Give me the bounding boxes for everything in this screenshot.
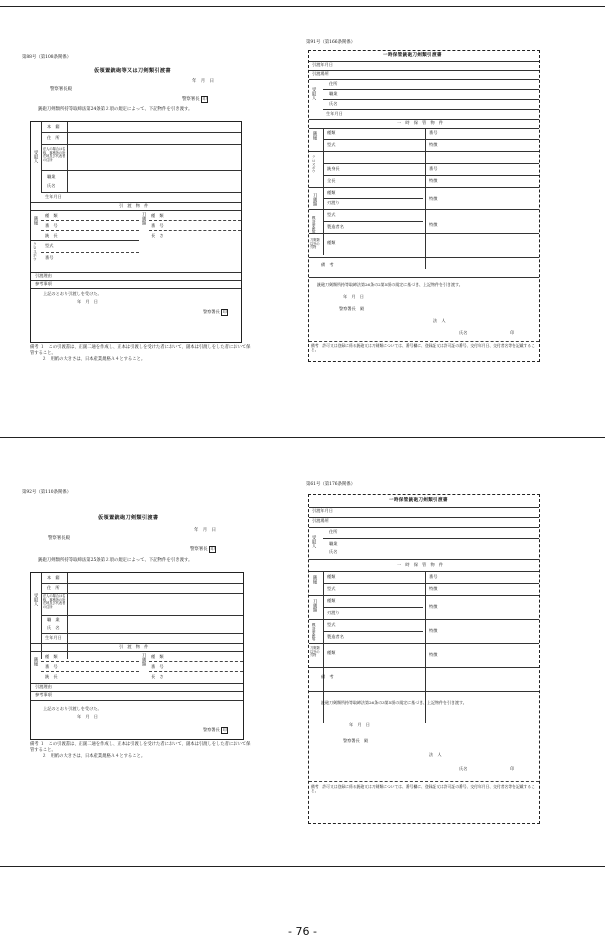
form-b-name-label: 氏名 [459,330,468,335]
form-d-title: 一時保管銃砲刀剣類引渡書 [389,498,448,503]
form-b-to: 警察署長 殿 [339,306,365,311]
form-c-reason: 引渡理由 [35,684,52,689]
form-b-statement: 銃砲刀剣類所持等取締法第26条の2第5項の規定に基づき、上記物件を引き渡す。 [317,282,463,287]
form-c [22,490,250,800]
form-d-cell-r2: 特徴 [429,604,438,609]
form-c-field-right-1: 番 号 [151,664,164,669]
form-a-field-right-0: 種 類 [151,213,164,218]
form-d-cell-r1: 特徴 [429,586,438,591]
form-a-notes [30,345,252,362]
form-b-date: 年 月 日 [343,294,364,299]
form-a-receipt-seal: 印 [222,309,227,314]
form-d-cell-l3: 刃渡り [327,610,340,615]
form-b-transfer-date: 引渡年月日 [312,62,333,67]
form-a-crossbow-number: 番号 [45,255,54,260]
form-d-seal: 印 [510,766,515,771]
form-c-date: 年 月 日 [194,528,216,533]
form-d-label-gun: 銃砲 [312,575,318,584]
form-a-receipt-from-label: 警察署長 [203,309,220,314]
form-d-cell-l1: 型式 [327,586,336,591]
form-b-cell-l6: 型式 [327,212,336,217]
form-c-field-left-1: 番 号 [45,664,58,669]
form-b-role: 法 人 [433,318,446,323]
form-b-cell-r3: 特徴 [429,178,438,183]
form-b-cell-l8: 種類 [327,240,336,245]
form-a-receipt-from [203,309,228,316]
form-c-row-birthdate: 生年月日 [45,635,62,640]
form-c-to: 警察署長殿 [48,536,70,541]
form-d-statement: 銃砲刀剣類所持等取締法第26条の3第5項の規定に基づき、上記物件を引き渡す。 [321,700,467,705]
form-d-table [308,494,540,824]
form-a-header: 第88号（第108条関係） [22,55,72,60]
form-d-cell-l0: 種類 [327,574,336,579]
form-a-date: 年 月 日 [192,79,214,84]
form-b-row-address: 住所 [329,81,338,86]
form-a-group-label: 受取人 [33,150,39,164]
form-a-statement: 銃砲刀剣類所持等取締法第24条第２項の規定によって、下記物件を引き渡す。 [38,107,193,112]
form-d-transfer-place: 引渡場所 [312,518,329,523]
form-b-cell-l1: 型式 [327,142,336,147]
form-a-row-name: 氏名 [47,183,56,188]
form-c-table [30,572,244,740]
form-a-note-label: 備考 [30,345,39,350]
form-b-cell-l7: 製造者名 [327,224,344,229]
form-a-table [30,121,242,343]
form-d-cell-r0: 番号 [429,574,438,579]
form-b-cell-l3: 全長 [327,178,336,183]
form-c-row-honseki: 本 籍 [47,575,60,580]
form-a-field-right-2: 長 さ [151,233,164,238]
form-c-note-2: ２ 用紙の大きさは、日本産業規格Ａ４とすること。 [42,753,146,759]
form-d-label-blades: 刀剣類以外の刃物 [310,646,320,658]
bottom-rule [0,866,605,867]
form-a-field-left-1: 番 号 [45,223,58,228]
form-b-cell-r4: 特徴 [429,196,438,201]
form-b-cell-r0: 番号 [429,130,438,135]
form-b-sign [459,331,514,336]
form-c-row-corporation: 法人の場合は名称、事務所の所在地及び代表者の住所 [43,594,66,610]
form-b-cell-l0: 種類 [327,130,336,135]
form-a-receipt-date: 年 月 日 [77,299,98,304]
middle-rule [0,437,605,438]
form-d-label-sword: 刀剣類 [312,599,318,613]
form-a-field-right-1: 番 号 [151,223,164,228]
form-b-row-occupation: 職業 [329,91,338,96]
form-a-to: 警察署長殿 [50,87,72,92]
form-a-section: 引 渡 物 件 [119,203,149,208]
form-d-role: 法 人 [429,752,442,757]
form-a-receipt: 上記のとおり引渡しを受けた。 [43,291,102,296]
form-d-to: 警察署長 殿 [343,738,369,743]
form-c-receipt-date: 年 月 日 [77,714,98,719]
form-d-section: 一 時 保 管 物 件 [397,562,444,567]
form-a-crossbow-type: 型式 [45,243,54,248]
form-b-cell-r5: 特徴 [429,222,438,227]
form-a-title: 仮領置銃砲等又は刀剣類引渡書 [94,68,171,74]
form-c-note-1: １ この引渡書は、正副二通を作成し、正本は引渡しを受けた者において、副本は引渡しをした者において保管すること。 [30,742,251,753]
form-b-row-name: 氏名 [329,101,338,106]
form-d-cell-l4: 型式 [327,622,336,627]
form-b-section: 一 時 保 管 物 件 [397,120,444,125]
form-b-cell-l4: 種類 [327,190,336,195]
page-number: - 76 - [288,925,317,938]
form-b-label-sword: 刀剣類 [312,193,318,207]
form-b-seal: 印 [510,330,515,335]
form-a-reason: 引渡理由 [35,273,52,278]
form-c-notes [30,742,252,759]
form-d-cell-l6: 種類 [327,650,336,655]
form-c-from-label: 警察署長 [190,547,208,552]
form-d-group: 受取人 [311,535,317,549]
form-d-row-name: 氏名 [329,549,338,554]
form-a-seal: 印 [202,96,207,101]
form-a-crossbow: クロスボウ [33,242,39,261]
form-c-weapon-right: 刀剣類 [141,653,147,667]
form-c-section: 引 渡 物 件 [119,644,149,649]
form-d-label-replica: 模造拳銃等 [312,623,317,641]
form-d-row-occupation: 職業 [329,541,338,546]
form-c-row-address: 住 所 [47,585,60,590]
form-d-date: 年 月 日 [349,722,370,727]
form-c-from [190,546,216,553]
form-d-row-address: 住所 [329,529,338,534]
form-b-cell-l2: 銃身長 [327,166,340,171]
form-b [304,40,544,370]
form-d-cell-l5: 製造者名 [327,634,344,639]
form-c-field-right-2: 長 さ [151,674,164,679]
form-d-name-label: 氏名 [459,766,468,771]
form-c-receipt-from [203,727,228,734]
form-b-title: 一時保管銃砲刀剣類引渡書 [383,53,442,58]
form-a-note-2: ２ 用紙の大きさは、日本産業規格Ａ４とすること。 [42,356,146,362]
form-a-reference: 参考事項 [35,281,52,286]
form-d-header: 第61号（第176条関係） [306,482,356,487]
form-c-group-label: 受取人 [33,593,39,607]
form-c-row-name: 氏 名 [47,625,60,630]
form-c-receipt-from-label: 警察署長 [203,727,220,732]
form-a-field-left-2: 銃 長 [45,233,58,238]
form-b-label-blades: 刀剣類以外の刃物 [310,238,320,250]
form-c-field-left-2: 銃 長 [45,674,58,679]
form-a-row-address: 住 所 [47,135,60,140]
form-d-cell-r4: 特徴 [429,652,438,657]
form-d [304,482,544,827]
form-d-transfer-date: 引渡年月日 [312,508,333,513]
form-b-transfer-place: 引渡場所 [312,71,329,76]
form-c-title: 仮領置銃砲刀剣類引渡書 [98,515,159,521]
form-b-cell-r2: 番号 [429,166,438,171]
form-b-label-replica: 模造拳銃等 [312,216,317,234]
form-d-cell-r3: 特徴 [429,628,438,633]
form-b-row-birthdate: 生年月日 [326,111,343,116]
form-b-label-crossbow: クロスボウ [312,155,317,173]
form-b-note: 備考 許可又は登録に係る銃砲又は刀剣類については、番号欄に、登録証又は許可証の番号、交付年月日、交付者名等を記載すること。 [311,343,535,353]
form-c-note-label: 備考 [30,742,39,747]
form-c-field-left-0: 種 類 [45,654,58,659]
form-d-sign [459,767,514,772]
form-b-cell-l5: 刃渡り [327,200,340,205]
form-b-remarks: 備 考 [321,262,334,267]
form-c-row-occupation: 職 業 [47,617,60,622]
form-a-row-birthdate: 生年月日 [45,194,62,199]
form-b-label-gun: 銃砲 [312,131,318,140]
top-rule [0,6,605,7]
form-a-row-honseki: 本 籍 [47,124,60,129]
form-b-cell-r1: 特徴 [429,142,438,147]
form-d-remarks: 備 考 [321,674,334,679]
form-c-statement: 銃砲刀剣類所持等取締法第25条第２項の規定によって、下記物件を引き渡す。 [38,558,193,563]
form-c-field-right-0: 種 類 [151,654,164,659]
form-d-note: 備考 許可又は登録に係る銃砲又は刀剣類については、番号欄に、登録証又は許可証の番号、交付年月日、交付者名等を記載すること。 [311,784,535,794]
form-c-receipt: 上記のとおり引渡しを受けた。 [43,706,102,711]
form-c-weapon-left: 銃砲 [33,657,39,666]
form-a-weapon-right: 刀剣類 [141,212,147,226]
form-c-reference: 参考事項 [35,692,52,697]
form-c-header: 第92号（第110条関係） [22,490,72,495]
form-a-row-corporation: 法人の場合は名称、事務所の所在地及び代表者の住所 [43,147,66,163]
form-b-header: 第91号（第166条関係） [306,40,356,45]
form-a-note-1: １ この引渡書は、正副二通を作成し、正本は引渡しを受けた者において、副本は引渡しをした者において保管すること。 [30,345,251,356]
form-d-cell-l2: 種類 [327,598,336,603]
form-c-receipt-seal: 印 [222,727,227,732]
form-c-seal: 印 [210,546,215,551]
form-a [22,55,250,375]
form-b-group: 受取人 [311,87,317,101]
form-a-weapon-left: 銃砲 [33,216,39,225]
form-b-table [308,50,540,362]
form-a-from [182,96,208,103]
form-a-from-label: 警察署長 [182,97,200,102]
form-a-field-left-0: 種 類 [45,213,58,218]
form-a-row-occupation: 職業 [47,174,56,179]
